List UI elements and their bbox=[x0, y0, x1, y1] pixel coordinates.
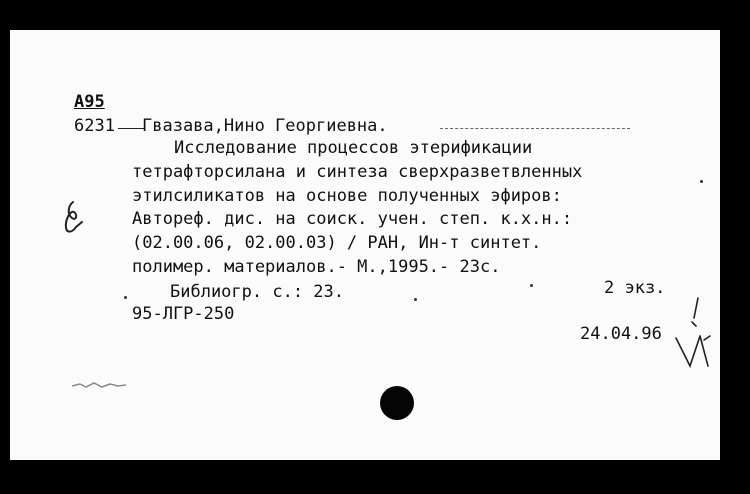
description-line-1: Исследование процессов этерификации bbox=[174, 138, 533, 158]
catalog-card bbox=[10, 30, 720, 460]
author-dashed-rule bbox=[440, 128, 630, 129]
date-stamp: 24.04.96 bbox=[580, 324, 662, 344]
catalog-code: 95-ЛГР-250 bbox=[132, 304, 235, 324]
handwritten-mark-icon bbox=[60, 200, 86, 236]
ink-speck bbox=[530, 284, 533, 287]
ink-speck bbox=[124, 296, 127, 299]
ink-speck bbox=[414, 298, 417, 301]
inventory-underline bbox=[118, 128, 144, 129]
author-line: Гвазава,Нино Георгиевна. bbox=[142, 116, 388, 136]
inventory-number: 6231 bbox=[74, 116, 115, 136]
description-line-4: Автореф. дис. на соиск. учен. степ. к.х.н.: bbox=[132, 209, 573, 229]
description-line-3: этилсиликатов на основе полученных эфиров: bbox=[132, 186, 562, 206]
description-line-6: полимер. материалов.- М.,1995.- 23с. bbox=[132, 257, 501, 277]
shelf-mark: А95 bbox=[74, 92, 105, 112]
copies-count: 2 экз. bbox=[604, 278, 666, 298]
description-line-2: тетрафторсилана и синтеза сверхразветвленных bbox=[132, 162, 583, 182]
bibliography-note: Библиогр. с.: 23. bbox=[170, 282, 344, 302]
description-line-5: (02.00.06, 02.00.03) / РАН, Ин-т синтет. bbox=[132, 233, 542, 253]
faint-scribble-icon bbox=[70, 378, 130, 392]
handwritten-signature-icon bbox=[670, 296, 714, 380]
ink-blot bbox=[380, 386, 414, 420]
ink-speck bbox=[700, 180, 703, 183]
